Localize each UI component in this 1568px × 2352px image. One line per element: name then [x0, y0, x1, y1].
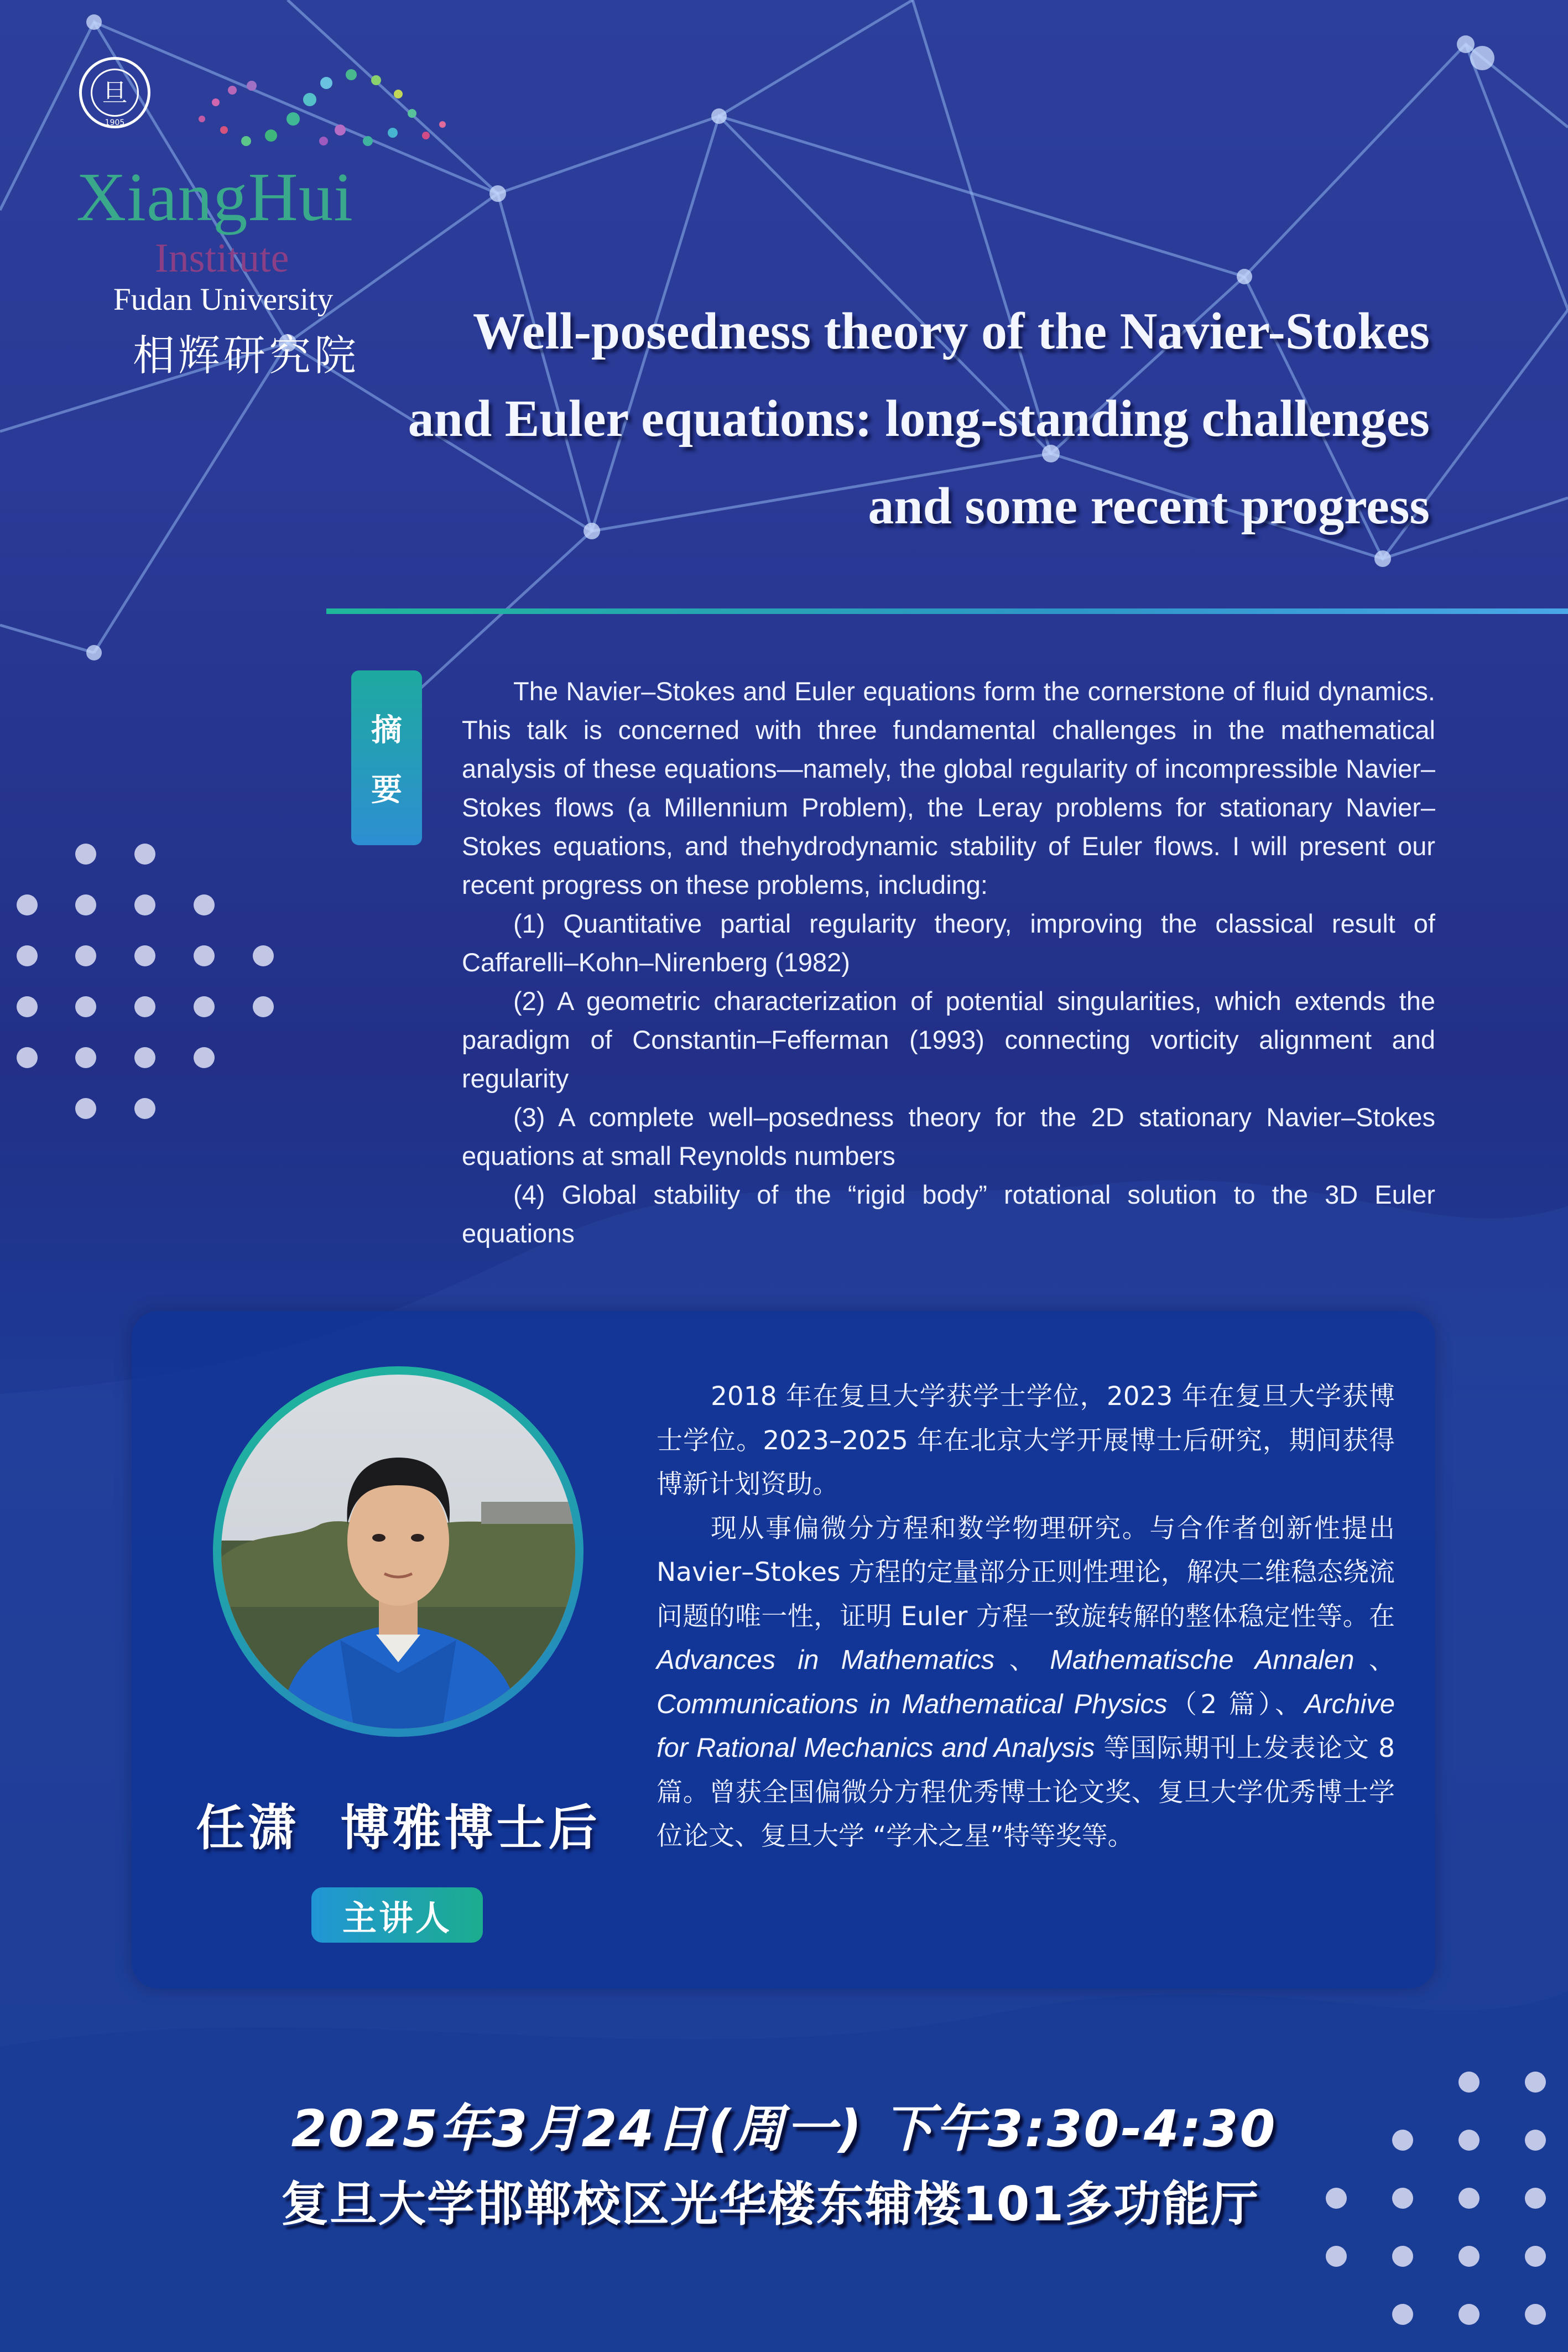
abstract-point: (4) Global stability of the “rigid body” rotational solution to the 3D Euler equations [462, 1180, 1435, 1248]
speaker-bio [657, 1375, 1395, 1859]
title-line: Well-posedness theory of the Navier-Stokes [472, 303, 1430, 360]
abstract-tag-char: 要 [371, 772, 402, 808]
abstract-paragraph: The Navier–Stokes and Euler equations form the cornerstone of fluid dynamics. This talk is concerned with three fundamental challenges in the mathematical analysis of these equations—namely, the global regularity of incompressible Navier–Stokes flows (a Millennium Problem), the Leray problems for stationary Navier–Stokes equations, and thehydrodynamic stability of Euler flows. I will present our recent progress on these problems, including: [462, 677, 1435, 899]
speaker-name: 任潇 博雅博士后 [196, 1799, 601, 1856]
xianghui-dots-logo [191, 58, 478, 169]
bio-paragraph [657, 1507, 1395, 1859]
bio-text: 、 [994, 1645, 1050, 1675]
svg-text:1905: 1905 [105, 118, 125, 127]
title-line: and some recent progress [868, 477, 1430, 535]
svg-text:旦: 旦 [102, 78, 128, 108]
bio-text: 等国际期刊上发表论文 8 篇。曾获全国偏微分方程优秀博士论文奖、复旦大学优秀博士学位论文、复旦大学 “学术之星”特等奖等。 [657, 1733, 1395, 1851]
talk-title [268, 288, 1430, 550]
abstract-text [462, 672, 1435, 1253]
abstract-point: (3) A complete well–posedness theory for the 2D stationary Navier–Stokes equations at small Reynolds numbers [462, 1102, 1435, 1170]
event-date-time: 2025年3月24日(周一) 下午3:30-4:30 [291, 2099, 1277, 2158]
abstract-point: (2) A geometric characterization of potential singularities, which extends the paradigm of Constantin–Fefferman (1993) connecting vorticity alignment and regularity [462, 986, 1435, 1093]
abstract-point: (1) Quantitative partial regularity theory, improving the classical result of Caffarelli–Kohn–Nirenberg (1982) [462, 909, 1435, 977]
abstract-tag-char: 摘 [371, 712, 402, 748]
logo-xianghui-wordmark: XiangHui [76, 159, 353, 236]
title-line: and Euler equations: long-standing challenges [408, 390, 1430, 447]
speaker-photo [221, 1375, 575, 1729]
speaker-role-tag: 主讲人 [311, 1887, 483, 1943]
journal-name: Archive for Rational Mechanics and Analysis [657, 1689, 1395, 1763]
logo-institute-wordmark: Institute [155, 236, 289, 281]
logo-chinese-name: 相辉研究院 [133, 331, 360, 380]
logo-fudan-university: Fudan University [113, 282, 334, 317]
title-divider [326, 608, 1568, 614]
journal-name: Communications in Mathematical Physics [657, 1689, 1168, 1719]
dot-grid-left-decoration [17, 844, 282, 1120]
fudan-university-emblem [77, 55, 152, 130]
bio-text: 现从事偏微分方程和数学物理研究。与合作者创新性提出 Navier–Stokes 方程的定量部分正则性理论，解决二维稳态绕流问题的唯一性，证明 Euler 方程一致旋转解的整体稳定性等。在 [657, 1513, 1395, 1632]
journal-name: Mathematische Annalen [1050, 1645, 1355, 1675]
abstract-tag [351, 670, 422, 845]
bio-text: 、 [1354, 1645, 1395, 1675]
event-venue: 复旦大学邯郸校区光华楼东辅楼101多功能厅 [280, 2177, 1260, 2232]
bio-text: （2 篇）、 [1167, 1689, 1305, 1720]
bio-paragraph: 2018 年在复旦大学获学士学位，2023 年在复旦大学获博士学位。2023–2025 年在北京大学开展博士后研究，期间获得博新计划资助。 [657, 1381, 1395, 1500]
journal-name: Advances in Mathematics [657, 1645, 995, 1675]
